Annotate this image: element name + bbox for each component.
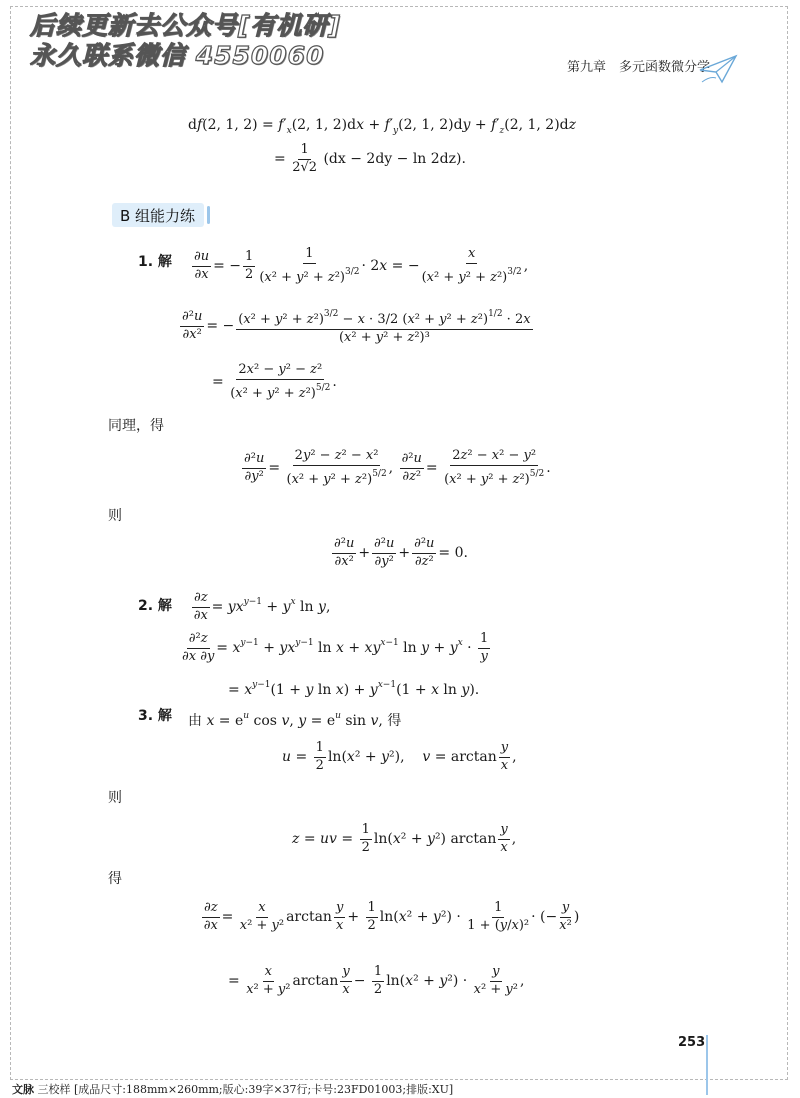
text-same-reason: 同理，得 — [108, 418, 164, 434]
p2-first-derivative: $\frac{\partial z}{\partial x}$ = $yx^{y-1} + y^x$ ln y, — [193, 590, 331, 623]
p3-u-v-definition: u = $\frac{1}{2}$ ln(x² + y²), v = arctan $\frac{y}{x}$ , — [282, 740, 517, 773]
p1-yz-derivatives: $\frac{\text{∂²u}}{\text{∂y²}}$ = $\frac{\text{2y² − z² − x²}}{(x^2 + y^2 + z^2)^{5/2}}$ , $\frac{\text{∂²u}}{\text{∂z²}}$ = $\frac{\text{2z² − x² − y²}}{(x^2 + y^2 + z^2)^{5/2}}$ . — [244, 448, 551, 487]
section-title: B 组能力练 — [112, 203, 204, 227]
text-then-1: 则 — [108, 508, 122, 524]
equation-df-result: = $\frac{1}{2√2}$ (dx − 2dy − ln 2dz). — [274, 142, 466, 175]
text-then-2: 则 — [108, 790, 122, 806]
p1-laplace-result: $\frac{\text{∂²u}}{\text{∂x²}}$ + $\frac{\text{∂²u}}{\text{∂y²}}$ + $\frac{\text{∂²u}}{\text{∂z²}}$ = 0. — [334, 536, 468, 569]
watermark-line-2: 永久联系微信 4550060 — [30, 41, 325, 70]
print-footer — [12, 1081, 453, 1097]
problem-3-label: 3. 解 — [138, 708, 172, 724]
text-get: 得 — [108, 871, 122, 887]
paper-plane-icon — [698, 54, 738, 86]
footer-text: 三校样 [成品尺寸:188mm×260mm;版心:39字×37行;卡号:23FD01003;排版:XU] — [37, 1083, 454, 1096]
page-number: 253 — [678, 1035, 706, 1050]
page-accent-bar — [706, 1035, 708, 1095]
p3-substitution: 由 $x = e^u$ cos v, $y = e^u$ sin v, 得 — [188, 711, 402, 729]
footer-brand: 文脉 — [12, 1083, 34, 1096]
watermark-line-1: 后续更新去公众号[有机研] — [30, 11, 341, 40]
problem-1-label: 1. 解 — [138, 254, 172, 270]
p1-first-derivative: $\frac{\partial u}{\partial x}$ = − $\frac{1}{2}$ $\frac{1}{(x^2 + y^2 + z^2)^{3/2}}$ · 2x = − $\frac{x}{(x^2 + y^2 + z^2)^{3/2}}$ , — [194, 246, 529, 285]
problem-2-label: 2. 解 — [138, 598, 172, 614]
p3-z-definition: z = uv = $\frac{1}{2}$ ln(x² + y²) arctan $\frac{y}{x}$ , — [292, 822, 517, 855]
p2-mixed-derivative: $\frac{\text{∂²z}}{\partial x \partial y}$ = $x^{y-1} + yx^{y-1}$ $\ln x + xy^{x-1}$ $\ln y + y^x$ · $\frac{1}{y}$ — [182, 631, 489, 664]
p3-partial-z-x: $\frac{\partial z}{\partial x}$ = $\frac{x}{\text{x² + y²}}$ arctan $\frac{y}{x}$ + $\frac{1}{2}$ ln(x² + y²) · $\frac{1}{\text{1 + (y/x)²}}$ · (− $\frac{y}{\text{x²}}$ ) — [203, 900, 580, 933]
p1-second-derivative: $\frac{\text{∂²u}}{\text{∂x²}}$ = − $\frac{(x^2 + y^2 + z^2)^{3/2} - x \cdot 3/2 (x^2 + y^2 + z^2)^{1/2} \cdot 2x}{\text{(x² + y² + z²)³}}$ — [178, 306, 535, 346]
p3-partial-z-x-result: = $\frac{x}{\text{x² + y²}}$ arctan $\frac{y}{x}$ − $\frac{1}{2}$ ln(x² + y²) · $\frac{y}{\text{x² + y²}}$ , — [228, 964, 525, 997]
equation-df: df(2, 1, $2) = f'_x(2$, 1, $2)dx + f'_y(2$, 1, $2)dy + f'_z(2$, 1, 2)dz — [188, 117, 577, 136]
p1-second-derivative-simplified: = $\frac{\text{2x² − y² − z²}}{(x^2 + y^2 + z^2)^{5/2}}$ . — [212, 362, 337, 401]
chapter-header: 第九章 多元函数微分学 — [567, 60, 711, 75]
p2-mixed-derivative-result: = $x^{y-1}(1 + y$ $\ln x) + y^{x-1}(1 + x$ ln y). — [228, 680, 480, 698]
